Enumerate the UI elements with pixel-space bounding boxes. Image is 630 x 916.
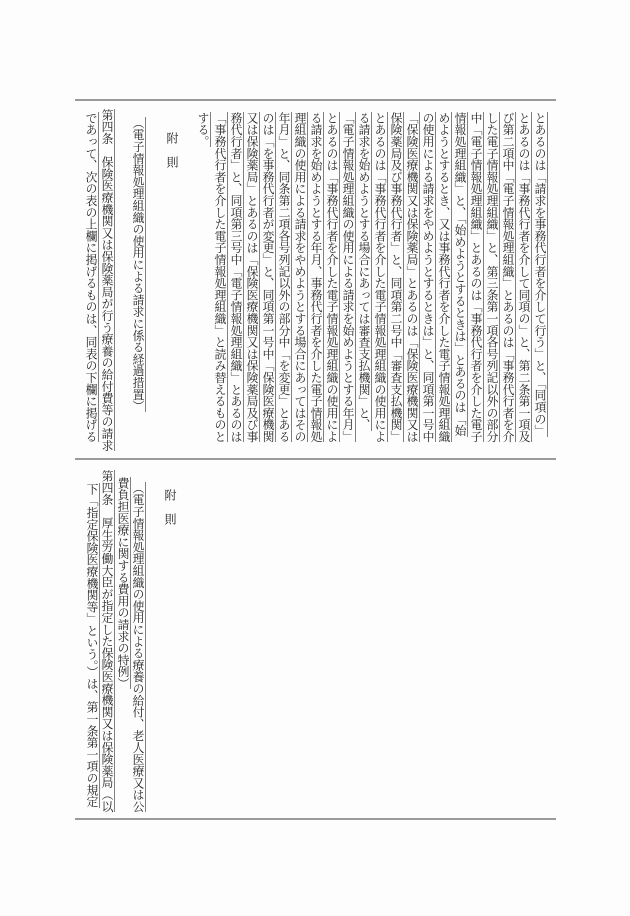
- supplementary-provisions-heading: 附 則: [165, 132, 179, 168]
- text-column: した電子情報処理組織」と、第三条第一項各号列記以外の部分: [485, 112, 499, 443]
- supplementary-provisions-heading: 附 則: [163, 489, 177, 525]
- text-column: 「保険医療機関又は保険薬局」とあるのは「保険医療機関又は: [405, 112, 419, 443]
- bottom-rule: [75, 818, 556, 820]
- text-column: 中「電子情報処理組織」とあるのは「事務代行者を介した電子: [469, 112, 483, 443]
- text-column: 情報処理組織」と、「始めようとするときは」とあるのは「始: [453, 112, 467, 437]
- text-column: とあるのは「事務代行者を介した電子情報処理組織の使用によ: [373, 112, 387, 443]
- text-column: とあるのは「請求を事務代行者を介して行う」と、「同項の」: [533, 112, 547, 437]
- text-column: 「事務代行者を介した電子情報処理組織」と読み替えるものと: [213, 112, 227, 443]
- article-caption: 費負担医療に関する費用の請求の特例）: [116, 477, 130, 690]
- article-text: 第四条 厚生労働大臣が指定した保険医療機関又は保険薬局（以: [100, 470, 114, 813]
- middle-rule: [75, 458, 556, 460]
- text-column: 保険薬局及び事務代行者」と、同項第二号中「審査支払機関」: [389, 112, 403, 443]
- article-text: であって、次の表の上欄に掲げるものは、同表の下欄に掲げる: [84, 112, 98, 443]
- text-column: のは「を事務代行者が変更」と、同項第一号中「保険医療機関: [261, 112, 275, 443]
- text-column: 年月」と、同条第二項各号列記以外の部分中「を変更」とある: [277, 112, 291, 443]
- article-caption: （電子情報処理組織の使用による請求に係る経過措置）: [131, 117, 145, 412]
- text-column: とあるのは「事務代行者を介して同項の」と、第二条第一項及: [517, 112, 531, 443]
- text-column: る請求を始めようとする場合にあっては審査支払機関」と、: [357, 112, 371, 431]
- text-column: めようとするとき、又は事務代行者を介した電子情報処理組織: [437, 112, 451, 443]
- text-column: とあるのは「事務代行者を介した電子情報処理組織の使用によ: [325, 112, 339, 443]
- text-column: び第二項中「電子情報処理組織」とあるのは「事務代行者を介: [501, 112, 515, 443]
- text-column: 又は保険薬局」とあるのは「保険医療機関又は保険薬局及び事: [245, 112, 259, 443]
- article-text: 下「指定保険医療機関等」という。）は、第一条第一項の規定: [85, 483, 99, 808]
- article-caption: （電子情報処理組織の使用による療養の給付、老人医療又は公: [131, 482, 145, 813]
- text-column: る請求を始めようとする年月、事務代行者を介した電子情報処: [309, 112, 323, 443]
- text-column: 理組織の使用による請求をやめようとする場合にあってはその: [293, 112, 307, 443]
- text-column: の使用による請求をやめようとするときは」と、同項第一号中: [421, 112, 435, 443]
- top-rule: [75, 99, 556, 101]
- text-column: 「電子情報処理組織の使用による請求を始めようとする年月」: [341, 112, 355, 443]
- text-column: 務代行者」と、同項第三号中「電子情報処理組織」とあるのは: [229, 112, 243, 443]
- article-text: 第四条 保険医療機関又は保険薬局が行う療養の給付費等の請求: [100, 109, 114, 452]
- text-column: する。: [196, 112, 210, 148]
